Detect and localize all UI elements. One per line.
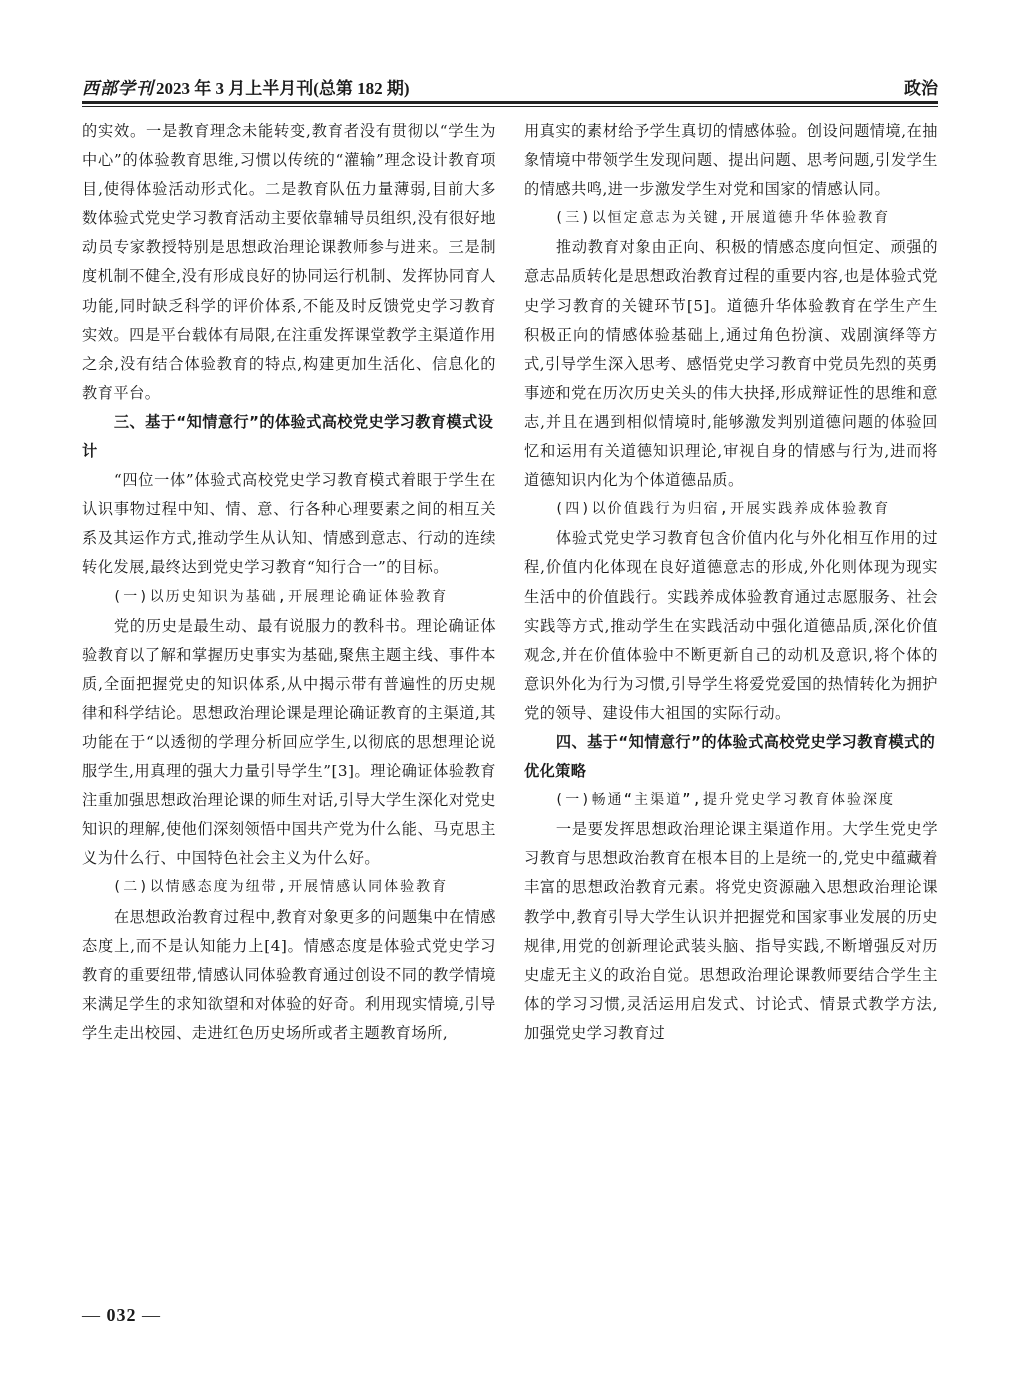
subsection-heading: (一)畅通“主渠道”,提升党史学习教育体验深度 [554, 792, 895, 809]
body-paragraph: 在思想政治教育过程中,教育对象更多的问题集中在情感态度上,而不是认知能力上[4]。情感态度是体验式党史学习教育的重要纽带,情感认同体验教育通过创设不同的教学情境来满足学生的求知欲望和对体验的好奇。利用现实情境,引导学生走出校园、走进红色历史场所或者主题教育场所, [82, 907, 496, 1042]
footer-dash-right: — [142, 1305, 161, 1325]
body-paragraph: “四位一体”体验式高校党史学习教育模式着眼于学生在认识事物过程中知、情、意、行各种心理要素之间的相互关系及其运作方式,推动学生从认知、情感到意志、行动的连续转化发展,最终达到党史学习教育“知行合一”的目标。 [82, 471, 496, 577]
section-heading: 三、基于“知情意行”的体验式高校党史学习教育模式设计 [82, 412, 494, 461]
header-rule [82, 101, 938, 107]
journal-issue-line [82, 74, 410, 99]
subsection-heading: (二)以情感态度为纽带,开展情感认同体验教育 [112, 879, 449, 896]
body-paragraph: 推动教育对象由正向、积极的情感态度向恒定、顽强的意志品质转化是思想政治教育过程的重要内容,也是体验式党史学习教育的关键环节[5]。道德升华体验教育在学生产生积极正向的情感体验基础上,通过角色扮演、戏剧演绎等方式,引导学生深入思考、感悟党史学习教育中党员先烈的英勇事迹和党在历次历史关头的伟大抉择,形成辩证性的思维和意志,并且在遇到相似情境时,能够激发判别道德问题的体验回忆和运用有关道德知识理论,审视自身的情感与行为,进而将道德知识内化为个体道德品质。 [524, 238, 938, 490]
subsection-heading: (一)以历史知识为基础,开展理论确证体验教育 [112, 588, 449, 605]
body-paragraph: 的实效。一是教育理念未能转变,教育者没有贯彻以“学生为中心”的体验教育思维,习惯以传统的“灌输”理念设计教育项目,使得体验活动形式化。二是教育队伍力量薄弱,目前大多数体验式党史学习教育活动主要依靠辅导员组织,没有很好地动员专家教授特别是思想政治理论课教师参与进来。三是制度机制不健全,没有形成良好的协同运行机制、发挥协同育人功能,同时缺乏科学的评价体系,不能及时反馈党史学习教育实效。四是平台载体有局限,在注重发挥课堂教学主渠道作用之余,没有结合体验教育的特点,构建更加生活化、信息化的教育平台。 [82, 122, 496, 402]
page-number: 032 [106, 1305, 137, 1325]
subsection-heading: (四)以价值践行为归宿,开展实践养成体验教育 [554, 501, 891, 518]
footer-dash-left: — [82, 1305, 101, 1325]
issue-text: 2023 年 3 月上半月刊(总第 182 期) [156, 79, 410, 98]
body-paragraph: 用真实的素材给予学生真切的情感体验。创设问题情境,在抽象情境中带领学生发现问题、提出问题、思考问题,引发学生的情感共鸣,进一步激发学生对党和国家的情感认同。 [524, 122, 938, 199]
page-header [82, 70, 938, 100]
body-paragraph: 党的历史是最生动、最有说服力的教科书。理论确证体验教育以了解和掌握历史事实为基础,聚焦主题主线、事件本质,全面把握党史的知识体系,从中揭示带有普遍性的历史规律和科学结论。思想政治理论课是理论确证教育的主渠道,其功能在于“以透彻的学理分析回应学生,以彻底的思想理论说服学生,用真理的强大力量引导学生”[3]。理论确证体验教育注重加强思想政治理论课的师生对话,引导大学生深化对党史知识的理解,使他们深刻领悟中国共产党为什么能、马克思主义为什么行、中国特色社会主义为什么好。 [82, 616, 496, 868]
subsection-heading: (三)以恒定意志为关键,开展道德升华体验教育 [554, 210, 891, 227]
left-column [82, 117, 496, 1048]
page-footer [82, 1305, 161, 1326]
body-paragraph: 体验式党史学习教育包含价值内化与外化相互作用的过程,价值内化体现在良好道德意志的形成,外化则体现为现实生活中的价值践行。实践养成体验教育通过志愿服务、社会实践等方式,推动学生在实践活动中强化道德品质,深化价值观念,并在价值体验中不断更新自己的动机及意识,将个体的意识外化为行为习惯,引导学生将爱党爱国的热情转化为拥护党的领导、建设伟大祖国的实际行动。 [524, 529, 938, 722]
body-paragraph: 一是要发挥思想政治理论课主渠道作用。大学生党史学习教育与思想政治教育在根本目的上是统一的,党史中蕴藏着丰富的思想政治教育元素。将党史资源融入思想政治理论课教学中,教育引导大学生认识并把握党和国家事业发展的历史规律,用党的创新理论武装头脑、指导实践,不断增强反对历史虚无主义的政治自觉。思想政治理论课教师要结合学生主体的学习习惯,灵活运用启发式、讨论式、情景式教学方法,加强党史学习教育过 [524, 820, 938, 1042]
right-column [524, 117, 938, 1048]
section-label: 政治 [904, 79, 938, 99]
section-heading: 四、基于“知情意行”的体验式高校党史学习教育模式的优化策略 [524, 732, 936, 781]
journal-logo: 西部学刊 [82, 79, 154, 98]
